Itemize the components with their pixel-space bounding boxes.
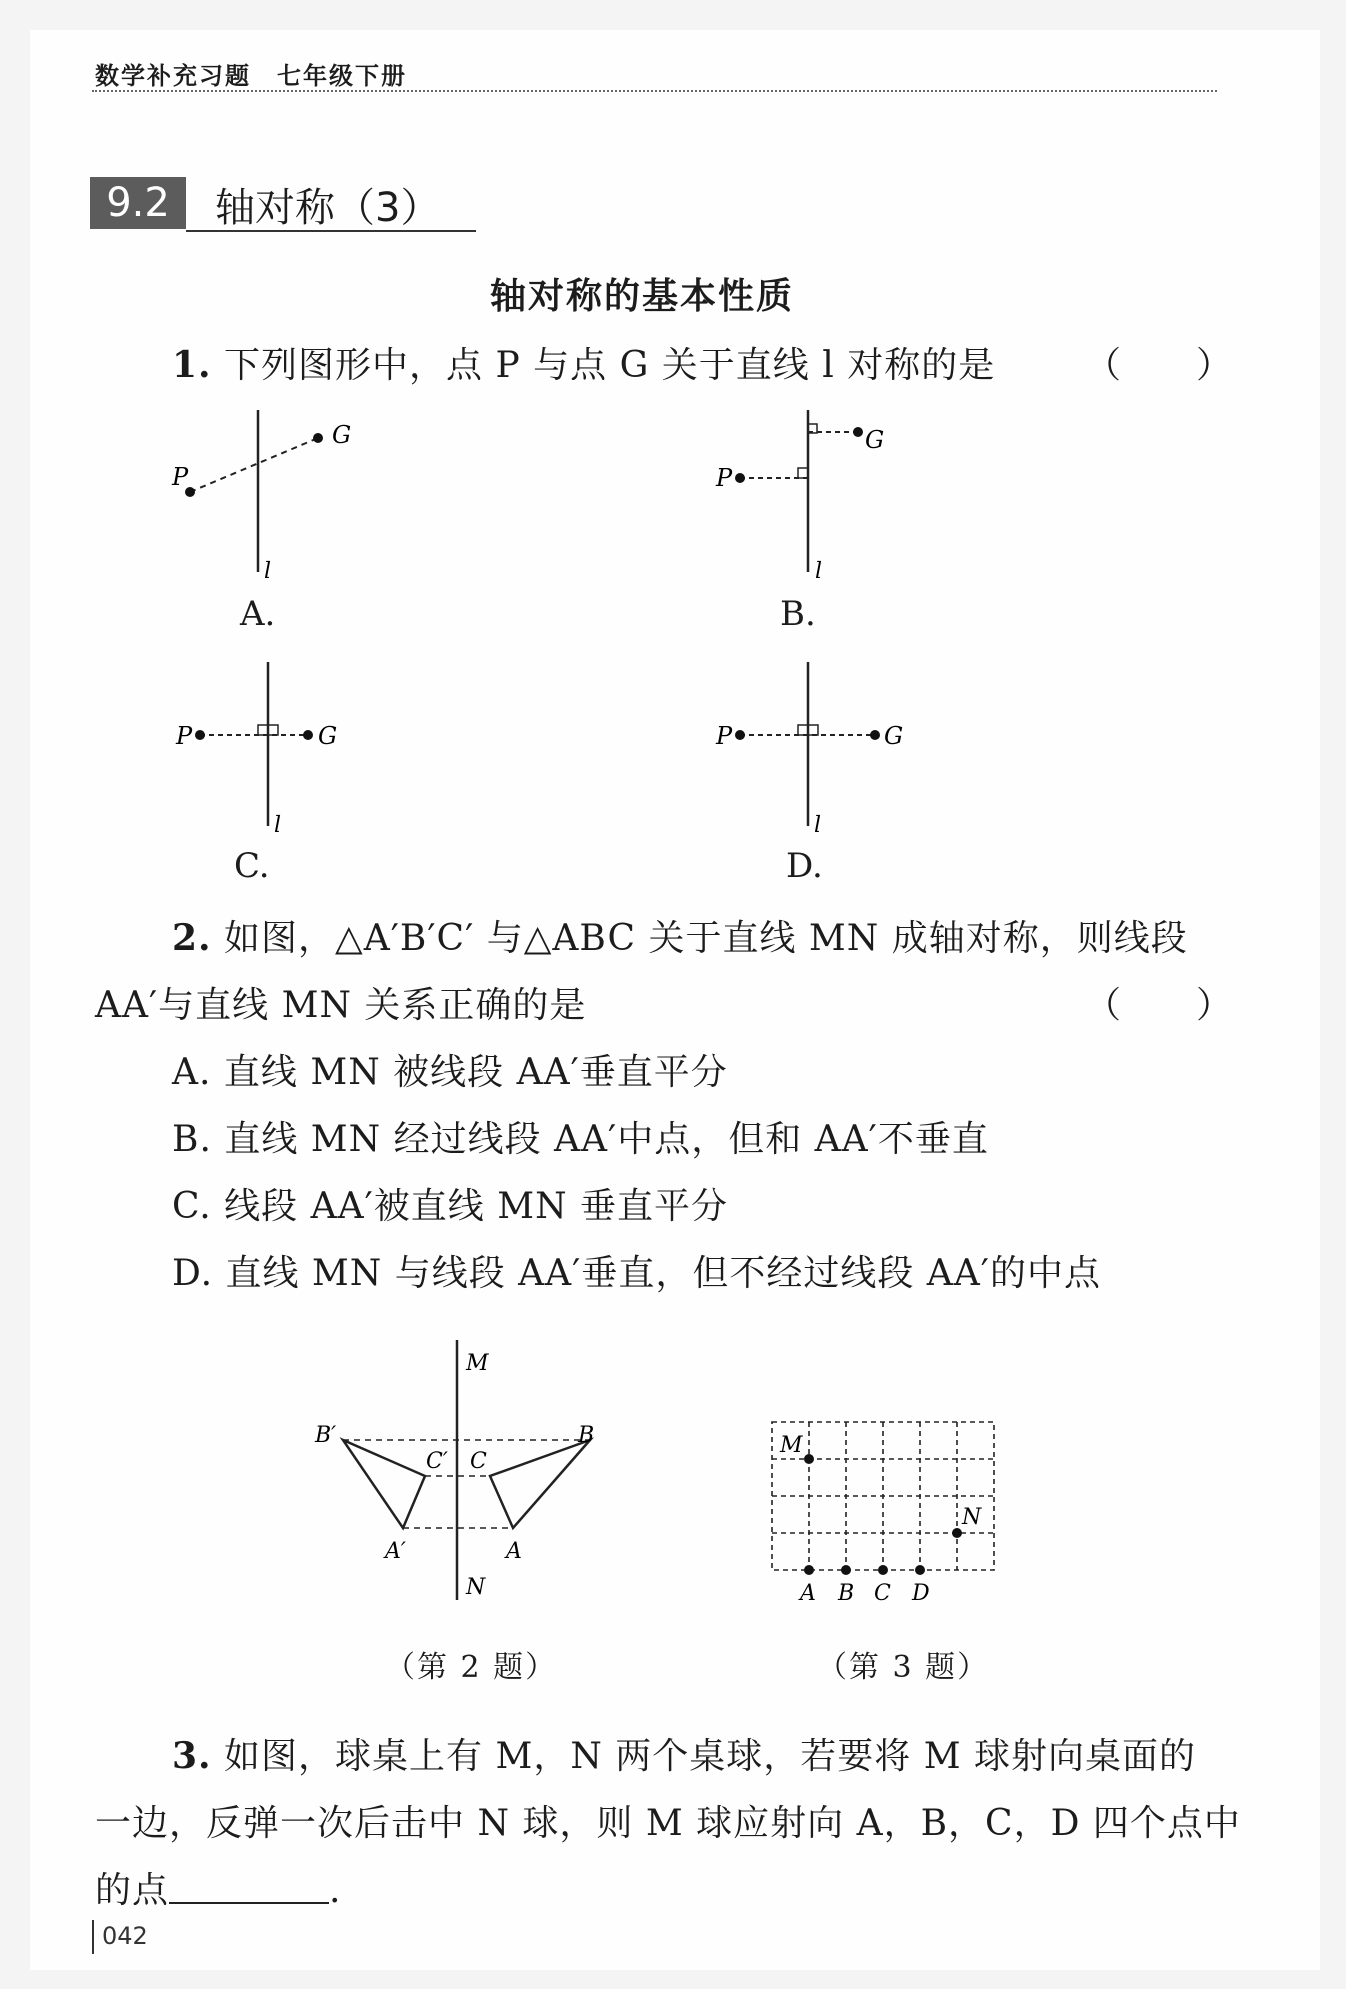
q1-text: 下列图形中，点 P 与点 G 关于直线 l 对称的是 (224, 345, 996, 386)
q1a-p-label: P (172, 463, 189, 491)
q1-figure-a (171, 410, 351, 584)
q1-figures (0, 0, 1346, 880)
q3-number: 3. (172, 1735, 212, 1777)
q2-caption: （第 2 题） (385, 1650, 558, 1685)
q2-stem-line1 (172, 910, 1188, 961)
q3-figure (772, 1422, 994, 1606)
q3-text-line3-end: . (329, 1870, 342, 1911)
q1c-p-label: P (176, 722, 193, 750)
q1-option-b-label: B. (780, 594, 816, 634)
q1-option-c-label: C. (234, 846, 270, 886)
q2-b-prime-label: B′ (315, 1423, 337, 1448)
q3-b-label: B (838, 1581, 855, 1606)
q1c-l-label: l (274, 813, 282, 838)
q3-a-label: A (800, 1581, 816, 1606)
q2-option-b: B. 直线 MN 经过线段 AA′中点，但和 AA′不垂直 (172, 1119, 989, 1160)
q1a-l-label: l (264, 559, 272, 584)
q2-option-a: A. 直线 MN 被线段 AA′垂直平分 (172, 1052, 728, 1093)
q1-number: 1. (172, 344, 212, 386)
q3-c-label: C (874, 1581, 891, 1606)
q2-a-prime-label: A′ (385, 1539, 406, 1564)
q2-figure (314, 1340, 594, 1600)
q3-stem-line3 (95, 1862, 341, 1913)
q3-text-line1: 如图，球桌上有 M，N 两个桌球，若要将 M 球射向桌面的 (224, 1736, 1197, 1777)
q1a-g-label: G (332, 421, 352, 449)
q1-option-d-label: D. (786, 846, 823, 886)
q2-answer-bracket: （ ） (1085, 985, 1234, 1026)
q2-text-line1: 如图，△A′B′C′ 与△ABC 关于直线 MN 成轴对称，则线段 (224, 918, 1188, 959)
subsection-title: 轴对称的基本性质 (490, 276, 795, 317)
q2-a-label: A (506, 1539, 522, 1564)
footer-rule (92, 1920, 94, 1954)
section-number: 9.2 (90, 177, 186, 229)
q2-number: 2. (172, 917, 212, 959)
q1-option-a-label: A. (240, 594, 276, 634)
q2-m-label: M (466, 1351, 489, 1376)
q2-n-label: N (466, 1575, 486, 1600)
q2-option-c: C. 线段 AA′被直线 MN 垂直平分 (172, 1186, 729, 1227)
q1d-l-label: l (814, 813, 822, 838)
q2-c-label: C (470, 1449, 487, 1474)
q1c-g-label: G (318, 722, 338, 750)
q1b-l-label: l (815, 559, 823, 584)
section-title: 轴对称（3） (215, 185, 441, 231)
q3-answer-blank[interactable] (169, 1872, 329, 1904)
q1-figure-c (175, 662, 337, 838)
q2-text-line2: AA′与直线 MN 关系正确的是 (95, 985, 587, 1026)
q3-m-label: M (780, 1433, 803, 1458)
page-number: 042 (102, 1922, 148, 1950)
q1d-g-label: G (884, 722, 904, 750)
q3-caption: （第 3 题） (817, 1650, 990, 1685)
q3-stem-line1 (172, 1728, 1196, 1779)
q2-q3-figures (0, 1300, 1346, 1700)
q2-b-label: B (578, 1423, 595, 1448)
book-title: 数学补充习题 七年级下册 (95, 62, 407, 90)
q3-text-line3: 的点 (95, 1870, 170, 1911)
q1-answer-bracket: （ ） (1085, 345, 1234, 386)
q3-n-label: N (962, 1505, 982, 1530)
q1-figure-b (715, 410, 884, 584)
q2-option-d: D. 直线 MN 与线段 AA′垂直，但不经过线段 AA′的中点 (172, 1253, 1101, 1294)
q2-c-prime-label: C′ (426, 1449, 448, 1474)
q1d-p-label: P (716, 722, 733, 750)
q3-text-line2: 一边，反弹一次后击中 N 球，则 M 球应射向 A，B，C，D 四个点中 (95, 1803, 1241, 1844)
q3-d-label: D (912, 1581, 930, 1606)
q1b-p-label: P (716, 464, 733, 492)
q1-figure-d (715, 662, 903, 838)
q1b-g-label: G (865, 426, 885, 454)
